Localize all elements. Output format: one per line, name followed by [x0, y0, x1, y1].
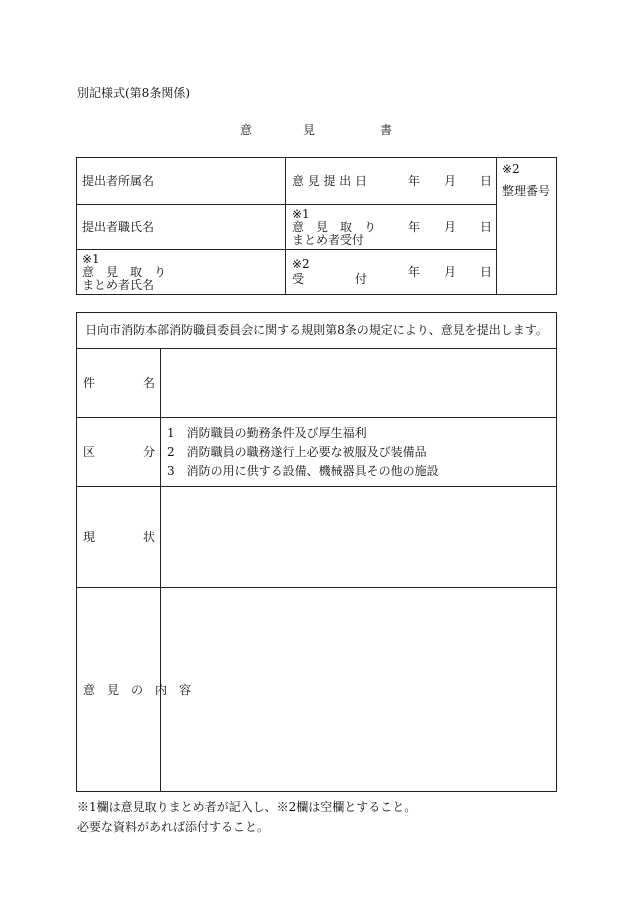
receive-date-year: 年	[408, 220, 421, 234]
receive-date-label-line2: まとめ者受付	[292, 233, 365, 247]
opinion-content-label: 意 見 の 内 容	[83, 683, 192, 697]
receive-date-month: 月	[444, 220, 457, 234]
footnote-1: ※1欄は意見取りまとめ者が記入し、※2欄は空欄とすること。	[77, 800, 417, 814]
submit-date-label: 意 見 提 出 日	[292, 174, 367, 188]
case-name-label: 件 名	[83, 376, 155, 390]
acceptance-date-month: 月	[444, 265, 457, 279]
form-reference: 別記様式(第8条関係)	[77, 86, 190, 100]
receiver-name-label-line2: まとめ者氏名	[82, 278, 155, 292]
receiver-name-label-line1: 意 見 取 り	[82, 265, 167, 279]
ref-number-mark: ※2	[502, 162, 520, 176]
opinion-table	[76, 312, 557, 792]
submitter-info-table	[76, 157, 557, 295]
submit-date-month: 月	[444, 174, 457, 188]
category-label: 区 分	[83, 445, 155, 459]
category-option-1: 1 消防職員の勤務条件及び厚生福利	[167, 426, 367, 440]
acceptance-date-year: 年	[408, 265, 421, 279]
submitter-name-label: 提出者職氏名	[82, 220, 155, 234]
org-name-label: 提出者所属名	[82, 174, 155, 188]
acceptance-label: 受 付	[292, 272, 367, 286]
acceptance-date-day: 日	[480, 265, 493, 279]
submit-date-day: 日	[480, 174, 493, 188]
receiver-name-mark: ※1	[82, 252, 100, 266]
category-option-3: 3 消防の用に供する設備、機械器具その他の施設	[167, 464, 439, 478]
category-option-2: 2 消防職員の職務遂行上必要な被服及び装備品	[167, 445, 427, 459]
footnote-2: 必要な資料があれば添付すること。	[77, 820, 270, 834]
ref-number-label: 整理番号	[502, 184, 551, 198]
receive-date-label-line1: 意 見 取 り	[292, 220, 377, 234]
receive-date-day: 日	[480, 220, 493, 234]
receive-date-mark: ※1	[292, 207, 310, 221]
current-status-label: 現 状	[83, 530, 155, 544]
intro-statement: 日向市消防本部消防職員委員会に関する規則第8条の規定により、意見を提出します。	[85, 323, 548, 337]
acceptance-mark: ※2	[292, 257, 310, 271]
submit-date-year: 年	[408, 174, 421, 188]
